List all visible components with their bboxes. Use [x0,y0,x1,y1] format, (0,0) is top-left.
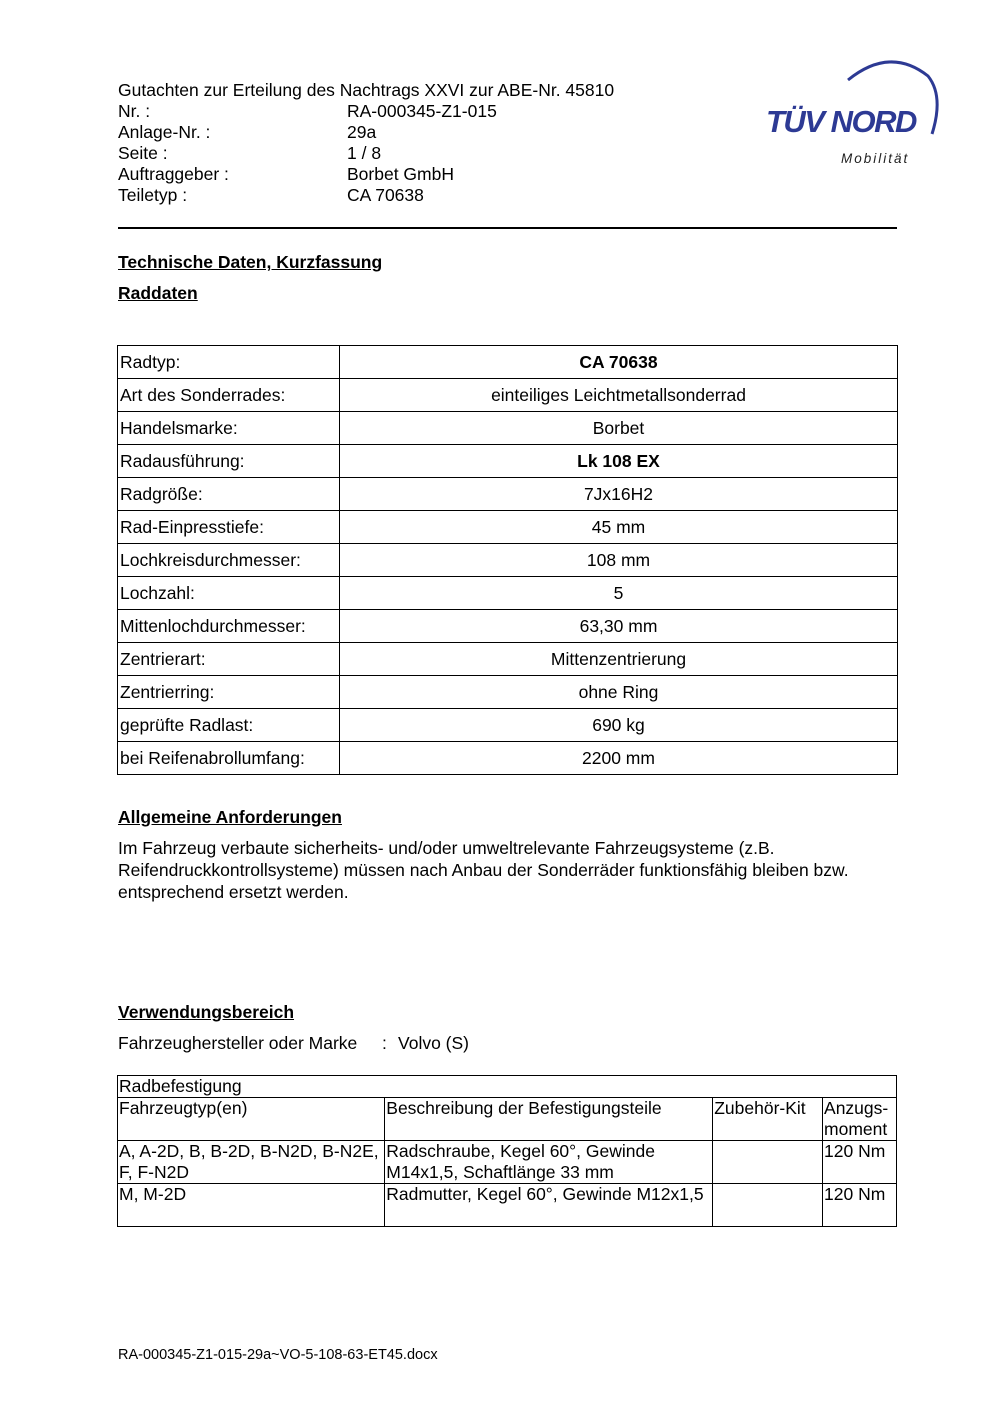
cell-torque: 120 Nm [823,1184,897,1227]
row-label: Rad-Einpresstiefe: [118,511,340,544]
table-title: Radbefestigung [118,1076,897,1098]
header-label: Anlage-Nr. : [118,122,211,142]
column-header: Beschreibung der Befestigungsteile [385,1098,713,1141]
cell-description: Radschraube, Kegel 60°, Gewinde M14x1,5, Schaftlänge 33 mm [385,1141,713,1184]
section-heading-usage: Verwendungsbereich [118,1002,295,1022]
wheel-fastening-table [117,1075,897,1227]
table-row [118,379,898,412]
table-title-row [118,1076,897,1098]
manufacturer-value: Volvo (S) [398,1033,469,1053]
manufacturer-separator: : [382,1033,387,1053]
table-row [118,412,898,445]
table-row [118,676,898,709]
table-row [118,478,898,511]
row-label: Radtyp: [118,346,340,379]
row-value: 5 [340,577,898,610]
section-heading-requirements: Allgemeine Anforderungen [118,807,342,827]
row-value: ohne Ring [340,676,898,709]
cell-vehicle-types: M, M-2D [118,1184,385,1227]
table-row [118,511,898,544]
technical-data-table [117,345,898,775]
row-label: bei Reifenabrollumfang: [118,742,340,775]
row-label: Mittenlochdurchmesser: [118,610,340,643]
header-value: Borbet GmbH [347,164,454,184]
cell-torque: 120 Nm [823,1141,897,1184]
cell-kit [713,1184,823,1227]
row-label: Lochzahl: [118,577,340,610]
section-heading-raddaten: Raddaten [118,283,198,303]
row-label: Zentrierring: [118,676,340,709]
row-value: 45 mm [340,511,898,544]
row-label: Radausführung: [118,445,340,478]
footer-filename: RA-000345-Z1-015-29a~VO-5-108-63-ET45.docx [118,1347,438,1363]
row-value: 108 mm [340,544,898,577]
row-value: 7Jx16H2 [340,478,898,511]
section-heading-technical: Technische Daten, Kurzfassung [118,252,383,272]
header-label: Auftraggeber : [118,164,229,184]
cell-description: Radmutter, Kegel 60°, Gewinde M12x1,5 [385,1184,713,1227]
header-value: RA-000345-Z1-015 [347,101,497,121]
row-label: Lochkreisdurchmesser: [118,544,340,577]
table-row [118,709,898,742]
cell-kit [713,1141,823,1184]
header-divider [118,227,897,229]
cell-vehicle-types: A, A-2D, B, B-2D, B-N2D, B-N2E, F, F-N2D [118,1141,385,1184]
table-row [118,346,898,379]
row-value: Mittenzentrierung [340,643,898,676]
row-value: einteiliges Leichtmetallsonderrad [340,379,898,412]
table-row [118,643,898,676]
header-value: 29a [347,122,377,142]
header-label: Nr. : [118,101,151,121]
column-header: Anzugs-moment [823,1098,897,1141]
row-label: Art des Sonderrades: [118,379,340,412]
row-value: 63,30 mm [340,610,898,643]
row-label: Zentrierart: [118,643,340,676]
row-value: 2200 mm [340,742,898,775]
company-logo: TÜV NORD [766,104,916,139]
company-logo-subtitle: Mobilität [841,151,910,166]
table-row [118,610,898,643]
table-row [118,544,898,577]
manufacturer-line [118,1033,469,1054]
table-row [118,1184,897,1227]
header-value: CA 70638 [347,185,424,205]
row-label: geprüfte Radlast: [118,709,340,742]
table-row [118,742,898,775]
column-header: Fahrzeugtyp(en) [118,1098,385,1141]
header-label: Seite : [118,143,168,163]
row-value: Lk 108 EX [340,445,898,478]
table-row [118,445,898,478]
row-label: Handelsmarke: [118,412,340,445]
column-header: Zubehör-Kit [713,1098,823,1141]
row-value: Borbet [340,412,898,445]
header-value: 1 / 8 [347,143,382,163]
header-label: Teiletyp : [118,185,188,205]
table-row [118,1141,897,1184]
row-value: 690 kg [340,709,898,742]
row-label: Radgröße: [118,478,340,511]
document-title: Gutachten zur Erteilung des Nachtrags XXVI zur ABE-Nr. 45810 [118,80,615,100]
row-value: CA 70638 [340,346,898,379]
requirements-paragraph: Im Fahrzeug verbaute sicherheits- und/oder umweltrelevante Fahrzeugsysteme (z.B. Reifendruckkontrollsysteme) müssen nach Anbau der Sonderräder funktionsfähig bleiben bzw. entsprechend ersetzt werden. [118,838,849,902]
manufacturer-label: Fahrzeughersteller oder Marke [118,1033,358,1053]
table-header-row [118,1098,897,1141]
table-row [118,577,898,610]
